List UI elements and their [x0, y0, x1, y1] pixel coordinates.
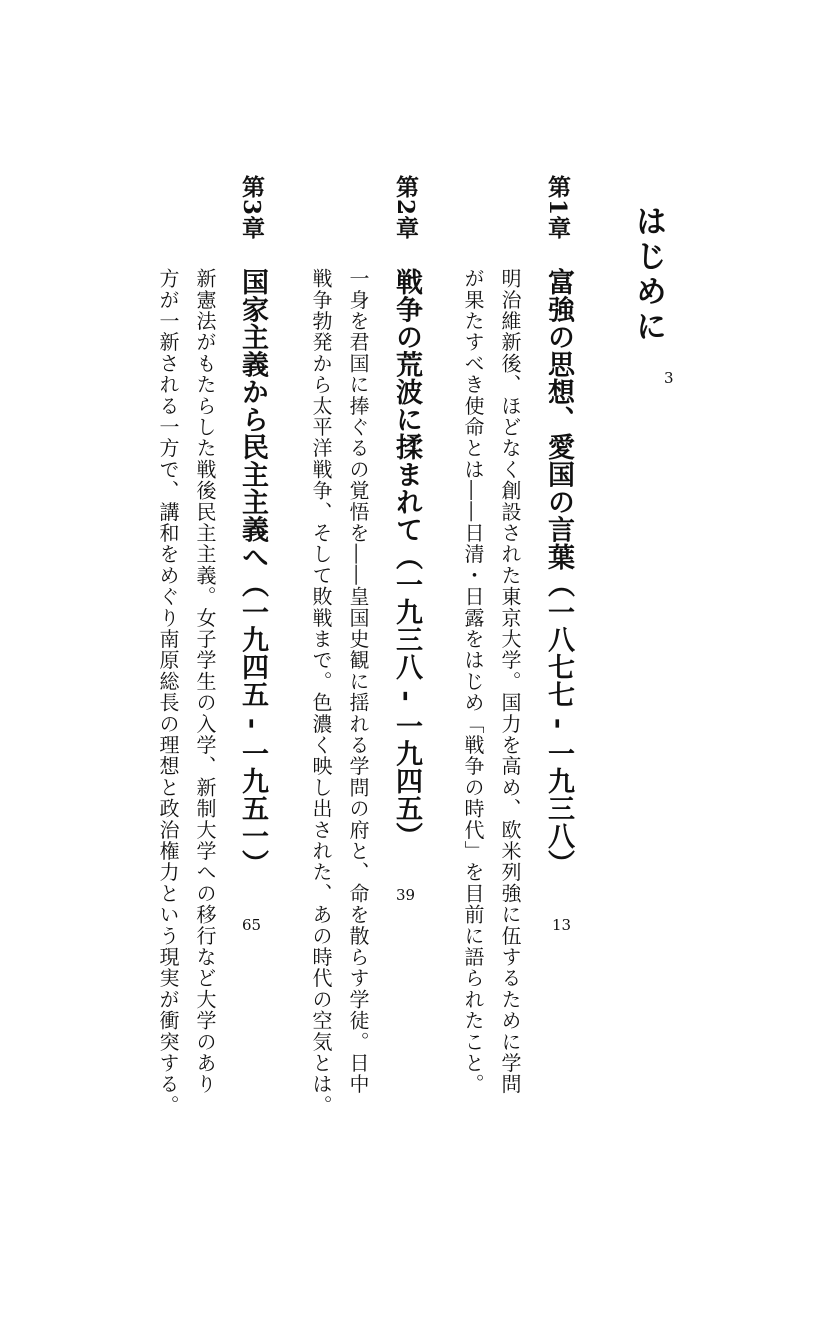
- chapter-3-years: （一九四五 - 一九五一）: [237, 570, 268, 878]
- chapter-2-title: 戦争の荒波に揉まれて: [391, 268, 422, 543]
- chapter-2-summary-line-2: 戦争勃発から太平洋戦争、そして敗戦まで。色濃く映し出された、あの時代の空気とは。: [309, 268, 333, 1116]
- chapter-1-page-number: 13: [552, 916, 572, 934]
- chapter-2-label: 第2章: [392, 175, 419, 241]
- chapter-1-heading: [545, 268, 572, 877]
- chapter-2-heading: [393, 268, 420, 850]
- chapter-2-page-number: 39: [396, 886, 416, 904]
- chapter-3-summary-line-1: 新憲法がもたらした戦後民主主義。女子学生の入学、新制大学への移行など大学のあり: [193, 268, 217, 1095]
- chapter-1-title: 富強の思想、愛国の言葉: [543, 268, 574, 571]
- chapter-1-label: 第1章: [544, 175, 571, 241]
- chapter-1-summary-line-1: 明治維新後、ほどなく創設された東京大学。国力を高め、欧米列強に伍するために学問: [498, 268, 522, 1095]
- chapter-2-summary-line-1: 一身を君国に捧ぐるの覚悟を――皇国史観に揺れる学問の府と、命を散らす学徒。日中: [346, 268, 370, 1095]
- chapter-3-title: 国家主義から民主主義へ: [237, 268, 268, 571]
- chapter-1-summary-line-2: が果たすべき使命とは――日清・日露をはじめ「戦争の時代」を目前に語られたこと。: [461, 268, 485, 1095]
- chapter-2-years: （一九三八 - 一九四五）: [391, 543, 422, 850]
- chapter-3-summary-line-2: 方が一新される一方で、講和をめぐり南原総長の理想と政治権力という現実が衝突する。: [156, 268, 180, 1116]
- intro-page-number: 3: [664, 369, 674, 387]
- chapter-3-page-number: 65: [242, 916, 262, 934]
- intro-title: はじめに: [630, 205, 666, 345]
- chapter-3-label: 第3章: [238, 175, 265, 241]
- chapter-1-years: （一八七七 - 一九三八）: [543, 570, 574, 878]
- chapter-3-heading: [239, 268, 266, 877]
